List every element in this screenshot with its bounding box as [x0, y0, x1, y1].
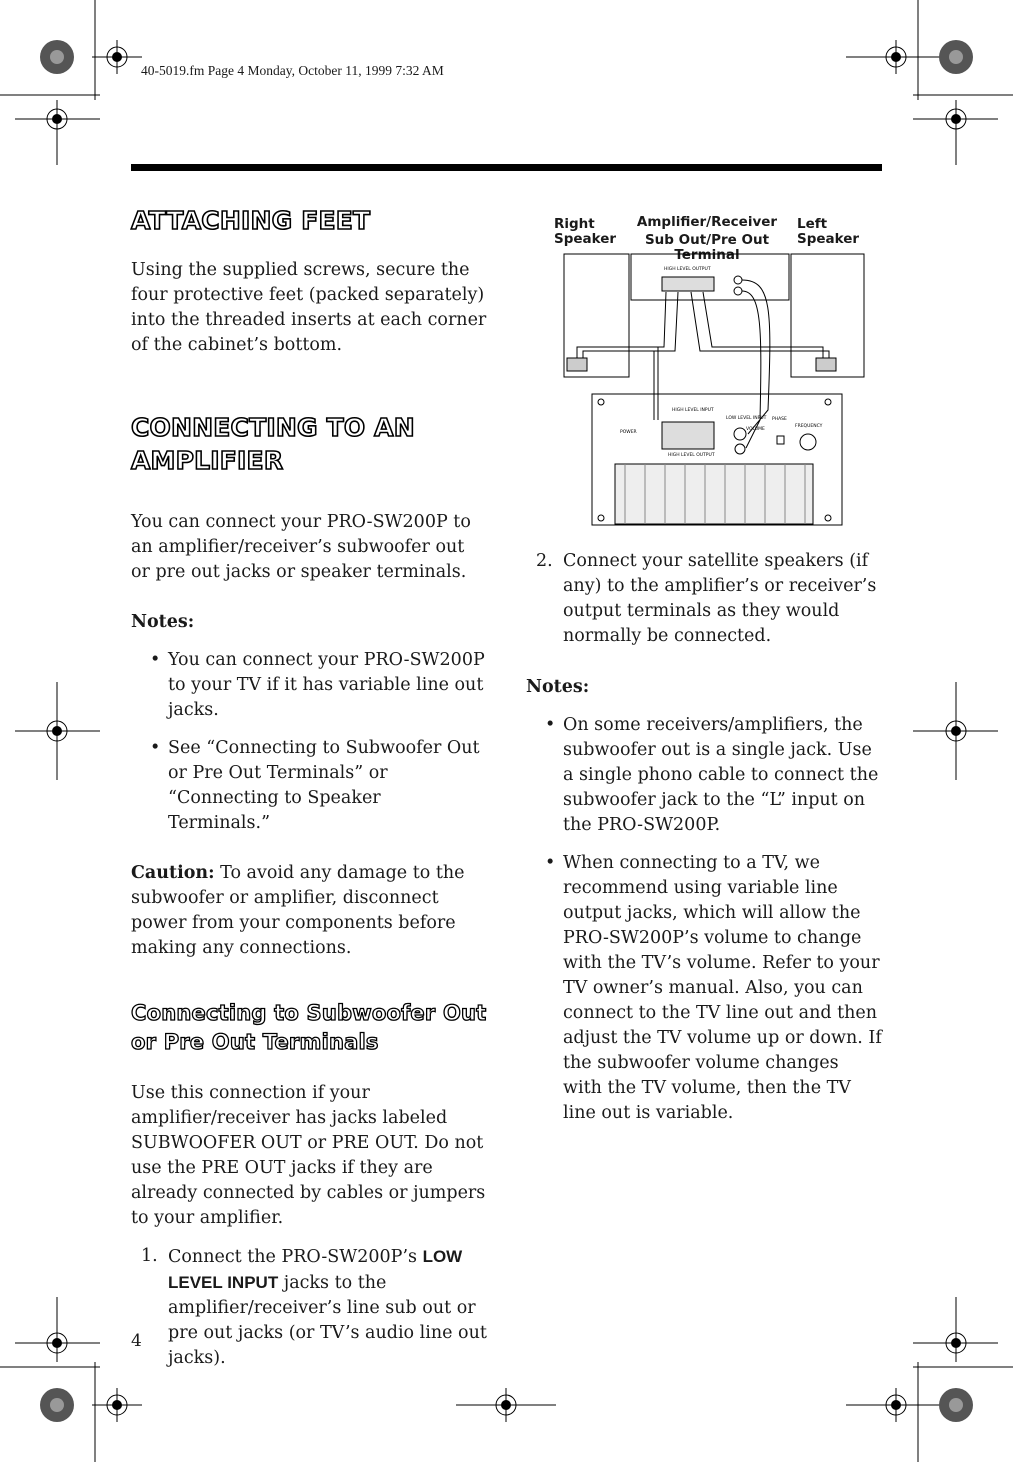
page-number: 4: [131, 1331, 142, 1351]
low-level-label: LOW LEVEL INPUT: [726, 416, 767, 421]
notes-label-right: Notes:: [526, 677, 590, 697]
step-1: 1. Connect the PRO-SW200P’s LOW LEVEL INPUT jacks to the amplifier/receiver’s line sub out or pre out jacks (or TV’s audio line out jacks).: [141, 1246, 487, 1368]
notes-label: Notes:: [131, 612, 195, 632]
label-amplifier: Amplifier/Receiver Sub Out/Pre Out Terminal: [636, 214, 778, 263]
caution-paragraph: Caution: To avoid any damage to the subwoofer or amplifier, disconnect power from your components before making any connections.: [131, 863, 465, 958]
connect-paragraph: You can connect your PRO-SW200P to an amplifier/receiver’s subwoofer out or pre out jacks or speaker terminals.: [131, 512, 471, 582]
phase-label: PHASE: [772, 417, 787, 422]
subwoofer-paragraph: Use this connection if your amplifier/receiver has jacks labeled SUBWOOFER OUT or PRE OUT. Do not use the PRE OUT jacks if they are already connected by cables or jumpers to your amplifier.: [131, 1083, 486, 1228]
amp-terminal-label: HIGH LEVEL OUTPUT: [664, 267, 711, 272]
heading-subwoofer-out: Connecting to Subwoofer Out or Pre Out Terminals: [131, 1001, 487, 1054]
note-item: • When connecting to a TV, we recommend using variable line output jacks, which will allow the PRO-SW200P’s volume to change with the TV’s volume. Refer to your TV owner’s manual. Also, you can connect to the TV line out and then adjust the TV volume up or down. If the subwoofer volume changes with the TV volume, then the TV line out is variable.: [526, 851, 882, 1126]
caution-label: Caution:: [131, 863, 215, 883]
attaching-paragraph: Using the supplied screws, secure the four protective feet (packed separately) into the threaded inserts at each corner of the cabinet’s bottom.: [131, 260, 487, 355]
volume-label: VOLUME: [746, 427, 765, 432]
heading-connecting: CONNECTING TO AN AMPLIFIER: [131, 413, 415, 475]
sub-input-label: HIGH LEVEL INPUT: [672, 408, 714, 413]
frequency-label: FREQUENCY: [795, 424, 823, 429]
note-item: • You can connect your PRO-SW200P to your TV if it has variable line out jacks.: [131, 648, 487, 723]
power-label: POWER: [620, 430, 637, 435]
note-item: • See “Connecting to Subwoofer Out or Pre Out Terminals” or “Connecting to Speaker Terminals.”: [131, 736, 487, 836]
note-item: • On some receivers/amplifiers, the subwoofer out is a single jack. Use a single phono cable to connect the subwoofer jack to the “L” input on the PRO-SW200P.: [526, 713, 882, 838]
step-2: 2. Connect your satellite speakers (if any) to the amplifier’s or receiver’s output terminals as they would normally be connected.: [536, 551, 877, 646]
connection-diagram: [550, 250, 870, 530]
label-left-speaker: Left Speaker: [797, 216, 860, 247]
label-right-speaker: Right Speaker: [554, 216, 617, 247]
sub-output-label: HIGH LEVEL OUTPUT: [668, 453, 715, 458]
left-column: [131, 204, 487, 1371]
top-rule: [131, 164, 882, 171]
heading-attaching-feet: ATTACHING FEET: [131, 206, 371, 235]
file-info-header: 40-5019.fm Page 4 Monday, October 11, 1999 7:32 AM: [141, 63, 444, 78]
low-level-input-keyword: LOW LEVEL INPUT: [168, 1247, 463, 1292]
right-column: [526, 549, 882, 1126]
